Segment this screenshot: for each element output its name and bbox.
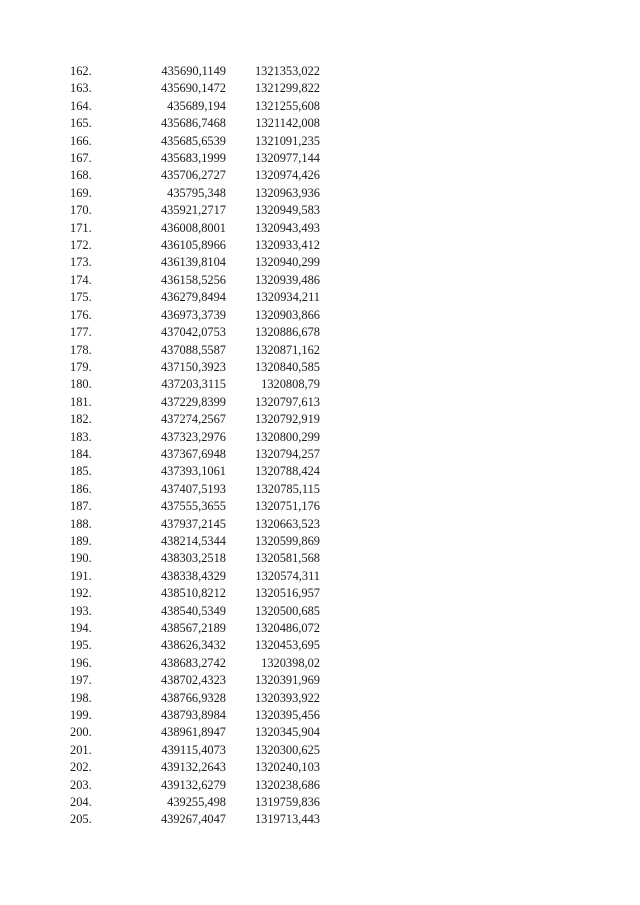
point-number: 171. [70,220,92,235]
table-row [70,568,320,585]
y-coordinate: 1320599,869 [254,533,320,548]
y-coordinate: 1320903,866 [254,307,320,322]
x-coordinate: 436008,8001 [160,220,226,235]
point-number: 184. [70,446,92,461]
x-coordinate: 435921,2717 [160,203,226,218]
point-number: 183. [70,429,92,444]
table-row [70,115,320,132]
point-number: 179. [70,359,92,374]
table-row [70,498,320,515]
y-coordinate: 1320574,311 [255,568,320,583]
point-number: 193. [70,603,92,618]
x-coordinate: 439267,4047 [160,812,226,827]
y-coordinate: 1320963,936 [254,185,320,200]
table-row [70,603,320,620]
point-number: 173. [70,255,92,270]
coordinates-table-body [70,63,320,829]
table-row [70,585,320,602]
table-row [70,724,320,741]
point-number: 188. [70,516,92,531]
table-row [70,655,320,672]
table-row [70,742,320,759]
x-coordinate: 437088,5587 [160,342,226,357]
point-number: 186. [70,481,92,496]
table-row [70,202,320,219]
y-coordinate: 1320934,211 [255,290,320,305]
x-coordinate: 437323,2976 [160,429,226,444]
table-row [70,394,320,411]
point-number: 172. [70,238,92,253]
point-number: 170. [70,203,92,218]
y-coordinate: 1320391,969 [254,673,320,688]
y-coordinate: 1320486,072 [254,621,320,635]
table-row [70,254,320,271]
y-coordinate: 1320238,686 [254,777,320,792]
y-coordinate: 1320393,922 [254,690,320,705]
y-coordinate: 1320794,257 [254,446,320,461]
x-coordinate: 438510,8212 [160,586,226,601]
point-number: 177. [70,325,92,340]
x-coordinate: 437407,5193 [160,481,226,496]
y-coordinate: 1320453,695 [254,638,320,653]
x-coordinate: 438303,2518 [160,551,226,566]
table-row [70,794,320,811]
table-row [70,463,320,480]
point-number: 164. [70,98,92,113]
y-coordinate: 1320240,103 [254,760,320,775]
table-row [70,237,320,254]
x-coordinate: 436973,3739 [160,307,226,322]
x-coordinate: 438540,5349 [160,603,226,618]
table-row [70,429,320,446]
x-coordinate: 438626,3432 [160,638,226,653]
y-coordinate: 1320797,613 [254,394,320,409]
point-number: 182. [70,412,92,427]
point-number: 202. [70,760,92,775]
table-row [70,707,320,724]
table-row [70,672,320,689]
x-coordinate: 437150,3923 [160,359,226,374]
x-coordinate: 439132,6279 [160,777,226,792]
x-coordinate: 438338,4329 [160,568,226,583]
point-number: 196. [70,655,92,670]
point-number: 168. [70,168,92,183]
table-row [70,342,320,359]
table-row [70,637,320,654]
y-coordinate: 1320581,568 [254,551,320,566]
point-number: 205. [70,812,92,827]
y-coordinate: 1320943,493 [254,220,320,235]
x-coordinate: 438567,2189 [160,621,226,635]
y-coordinate: 1320788,424 [254,464,320,479]
x-coordinate: 436158,5256 [160,272,226,287]
y-coordinate: 1320395,456 [254,708,320,723]
x-coordinate: 437203,3115 [161,377,226,392]
table-row [70,185,320,202]
y-coordinate: 1320933,412 [254,238,320,253]
table-row [70,550,320,567]
point-number: 191. [70,568,92,583]
y-coordinate: 1319759,836 [254,795,320,810]
table-row [70,481,320,498]
x-coordinate: 438961,8947 [160,725,226,740]
table-row [70,133,320,150]
y-coordinate: 1320300,625 [254,742,320,757]
y-coordinate: 1321255,608 [254,98,320,113]
y-coordinate: 1320345,904 [254,725,320,740]
y-coordinate: 1320800,299 [254,429,320,444]
point-number: 200. [70,725,92,740]
y-coordinate: 1320792,919 [254,412,320,427]
point-number: 190. [70,551,92,566]
table-row [70,376,320,393]
table-row [70,150,320,167]
point-number: 194. [70,621,92,635]
point-number: 166. [70,133,92,148]
x-coordinate: 435686,7468 [160,116,226,131]
x-coordinate: 439115,4073 [161,742,226,757]
x-coordinate: 438702,4323 [160,673,226,688]
table-row [70,289,320,306]
x-coordinate: 435706,2727 [160,168,226,183]
y-coordinate: 1320663,523 [254,516,320,531]
point-number: 181. [70,394,92,409]
table-row [70,98,320,115]
point-number: 198. [70,690,92,705]
x-coordinate: 435690,1472 [160,81,226,96]
y-coordinate: 1321299,822 [254,81,320,96]
y-coordinate: 1320398,02 [261,655,320,670]
y-coordinate: 1320886,678 [254,325,320,340]
point-number: 178. [70,342,92,357]
table-row [70,80,320,97]
x-coordinate: 437367,6948 [160,446,226,461]
x-coordinate: 438766,9328 [160,690,226,705]
table-row [70,811,320,828]
y-coordinate: 1321142,008 [255,116,320,131]
point-number: 174. [70,272,92,287]
point-number: 165. [70,116,92,131]
point-number: 180. [70,377,92,392]
table-row [70,690,320,707]
x-coordinate: 435795,348 [167,185,226,200]
x-coordinate: 437555,3655 [160,499,226,514]
point-number: 197. [70,673,92,688]
point-number: 201. [70,742,92,757]
y-coordinate: 1320500,685 [254,603,320,618]
x-coordinate: 439132,2643 [160,760,226,775]
point-number: 176. [70,307,92,322]
y-coordinate: 1321091,235 [254,133,320,148]
point-number: 195. [70,638,92,653]
point-number: 167. [70,151,92,166]
y-coordinate: 1320940,299 [254,255,320,270]
table-row [70,307,320,324]
point-number: 187. [70,499,92,514]
point-number: 163. [70,81,92,96]
x-coordinate: 436105,8966 [160,238,226,253]
table-row [70,446,320,463]
table-row [70,759,320,776]
y-coordinate: 1320808,79 [261,377,320,392]
point-number: 199. [70,708,92,723]
x-coordinate: 435685,6539 [160,133,226,148]
y-coordinate: 1320516,957 [254,586,320,601]
x-coordinate: 439255,498 [167,795,226,810]
point-number: 203. [70,777,92,792]
table-row [70,516,320,533]
y-coordinate: 1319713,443 [254,812,320,827]
point-number: 169. [70,185,92,200]
table-row [70,63,320,80]
point-number: 192. [70,586,92,601]
table-row [70,777,320,794]
x-coordinate: 438793,8984 [160,708,226,723]
x-coordinate: 438214,5344 [160,533,226,548]
y-coordinate: 1320949,583 [254,203,320,218]
point-number: 189. [70,533,92,548]
y-coordinate: 1320785,115 [255,481,320,496]
x-coordinate: 438683,2742 [160,655,226,670]
table-row [70,533,320,550]
x-coordinate: 436279,8494 [160,290,226,305]
x-coordinate: 437042,0753 [160,325,226,340]
table-row [70,272,320,289]
table-row [70,324,320,341]
table-row [70,620,320,637]
table-row [70,359,320,376]
y-coordinate: 1321353,022 [254,64,320,78]
y-coordinate: 1320840,585 [254,359,320,374]
x-coordinate: 435683,1999 [160,151,226,166]
y-coordinate: 1320974,426 [254,168,320,183]
x-coordinate: 437274,2567 [160,412,226,427]
table-row [70,411,320,428]
x-coordinate: 435690,1149 [161,64,226,78]
point-number: 162. [70,64,92,78]
y-coordinate: 1320939,486 [254,272,320,287]
x-coordinate: 436139,8104 [160,255,226,270]
y-coordinate: 1320977,144 [254,151,320,166]
x-coordinate: 437393,1061 [160,464,226,479]
y-coordinate: 1320871,162 [254,342,320,357]
y-coordinate: 1320751,176 [254,499,320,514]
point-number: 175. [70,290,92,305]
x-coordinate: 435689,194 [167,98,226,113]
table-row [70,220,320,237]
table-row [70,167,320,184]
point-number: 185. [70,464,92,479]
coordinates-table [70,63,320,829]
x-coordinate: 437937,2145 [160,516,226,531]
x-coordinate: 437229,8399 [160,394,226,409]
point-number: 204. [70,795,92,810]
